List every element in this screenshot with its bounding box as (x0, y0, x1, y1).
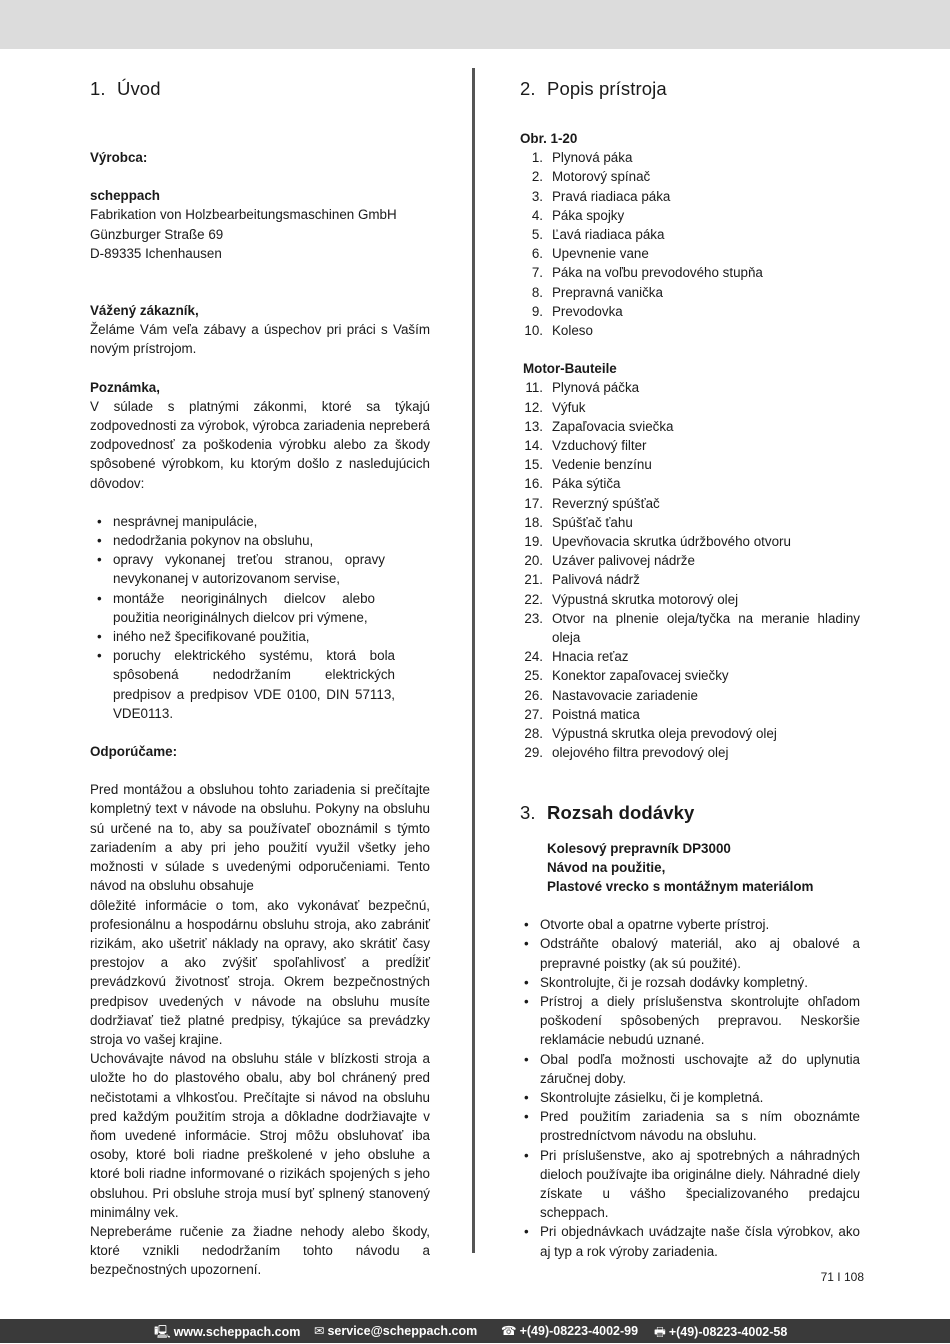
item-number: 4. (531, 207, 543, 223)
email-text: service@scheppach.com (327, 1324, 478, 1338)
list-item: • Skontrolujte zásielku, či je kompletná. (517, 1088, 860, 1107)
item-text: Vzduchový filter (552, 438, 647, 454)
list-item (520, 378, 860, 397)
list-item (520, 283, 860, 302)
parts-list (520, 148, 860, 340)
item-text: Plynová páčka (552, 380, 640, 396)
delivery-item: Návod na použitie, (547, 859, 666, 875)
item-text: Výfuk (552, 399, 586, 415)
item-text: Pravá riadiaca páka (552, 188, 671, 204)
fax-text: +(49)-08223-4002-58 (668, 1325, 788, 1339)
footer-phone (501, 1323, 638, 1338)
motor-parts-list (520, 378, 860, 762)
list-item (520, 666, 860, 685)
item-number: 15. (524, 457, 543, 473)
item-number: 3. (531, 188, 543, 204)
recommend-paragraph: dôležité informácie o tom, ako vykonávať bezpečnú, profesionálnu a hospodárnu obsluhu stroja, ako zabrániť rizikám, ako ušetriť náklady na opravy, ako skrátiť časy prestojov a ako zvýšiť spoľahlivosť a predĺžiť prevádzkovú životnosť stroja. Okrem bezpečnostných predpisov uvedených v návode na obsluhu musíte dodržiavať tiež platné predpisy, týkajúce sa prevádzky stroja vo vašej krajine. (90, 897, 430, 1047)
section-number: 1. (90, 78, 106, 99)
item-text: Výpustná skrutka oleja prevodový olej (552, 726, 777, 742)
item-number: 16. (524, 476, 543, 492)
list-item (520, 417, 860, 436)
list-item (520, 647, 860, 666)
item-number: 6. (531, 246, 543, 262)
item-number: 12. (524, 399, 543, 415)
list-item: • Pri objednávkach uvádzajte naše čísla výrobkov, ako aj typ a rok výroby zariadenia. (517, 1222, 860, 1260)
item-text: Spúšťač ťahu (552, 514, 633, 530)
right-column (520, 75, 860, 1261)
footer-email[interactable] (314, 1323, 477, 1338)
section-number: 3. (520, 801, 536, 823)
item-text: Prevodovka (552, 303, 623, 319)
list-item (520, 455, 860, 474)
item-text: Otvor na plnenie oleja/tyčka na meranie hladiny oleja (552, 610, 860, 646)
delivery-item: Plastové vrecko s montážnym materiálom (547, 878, 814, 894)
address-line: Fabrikation von Holzbearbeitungsmaschinen GmbH (90, 207, 397, 223)
item-text: Koleso (552, 323, 593, 339)
item-number: 29. (524, 745, 543, 761)
column-divider (472, 68, 475, 1253)
list-item (520, 148, 860, 167)
computer-icon: 🖳 (154, 1325, 171, 1339)
list-item: • opravy vykonanej treťou stranou, opravy nevykonanej v autorizovanom servise, (90, 550, 430, 588)
footer-bar (0, 1319, 950, 1343)
item-text: Ľavá riadiaca páka (552, 227, 665, 243)
item-number: 21. (524, 572, 543, 588)
item-number: 20. (524, 553, 543, 569)
list-item (520, 474, 860, 493)
list-item (520, 398, 860, 417)
address-line: D-89335 Ichenhausen (90, 245, 222, 261)
list-item (520, 705, 860, 724)
list-item (520, 321, 860, 340)
footer-website[interactable] (154, 1323, 300, 1344)
item-text: Páka sýtiča (552, 476, 621, 492)
delivery-item: Kolesový prepravník DP3000 (547, 840, 731, 856)
footer-fax (654, 1323, 787, 1344)
list-item (520, 686, 860, 705)
list-item: • Pri príslušenstve, ako aj spotrebných a náhradných dieloch používajte iba originálne diely. Náhradné diely získate u vášho špecializovaného predajcu scheppach. (517, 1146, 860, 1223)
item-text: Zapaľovacia sviečka (552, 418, 674, 434)
phone-icon: ☎ (501, 1324, 517, 1338)
item-text: Palivová nádrž (552, 572, 640, 588)
item-number: 7. (531, 265, 543, 281)
manufacturer-label: Výrobca: (90, 150, 148, 165)
item-text: Reverzný spúšťač (552, 495, 660, 511)
list-item (520, 570, 860, 589)
envelope-icon: ✉ (314, 1324, 325, 1338)
item-number: 17. (524, 495, 543, 511)
section-number: 2. (520, 78, 536, 99)
recommend-paragraph: Pred montážou a obsluhou tohto zariadenia si prečítajte kompletný text v návode na obsluhu. Pokyny na obsluhu sú určené na to, aby sa používateľ oboznámil s týmto zariadením a aby pri jeho použití využil všetky jeho možnosti v súlade s uvedenými odporučeniami. Tento návod na obsluhu obsahuje (90, 782, 430, 894)
item-number: 8. (531, 284, 543, 300)
item-number: 11. (525, 380, 543, 396)
figure-label: Obr. 1-20 (520, 131, 578, 146)
address-line: Günzburger Straße 69 (90, 226, 224, 242)
list-item (520, 590, 860, 609)
website-text: www.scheppach.com (173, 1325, 301, 1339)
section-title: Úvod (117, 78, 161, 99)
item-text: Uzáver palivovej nádrže (552, 553, 695, 569)
fax-icon: 🖶 (654, 1325, 666, 1339)
list-item: • Obal podľa možnosti uschovajte až do uplynutia záručnej doby. (517, 1050, 860, 1088)
item-text: Vedenie benzínu (552, 457, 652, 473)
list-item (520, 494, 860, 513)
item-text: Páka na voľbu prevodového stupňa (552, 265, 763, 281)
list-item: • poruchy elektrického systému, ktorá bola spôsobená nedodržaním elektrických predpisov a predpisov VDE 0100, DIN 57113, VDE0113. (90, 646, 430, 723)
list-item (520, 724, 860, 743)
item-number: 14. (524, 438, 543, 454)
item-text: Upevňovacia skrutka údržbového otvoru (552, 534, 791, 550)
list-item (520, 263, 860, 282)
greeting-title: Vážený zákazník, (90, 303, 199, 319)
list-item: • iného než špecifikované použitia, (90, 627, 430, 646)
list-item: • montáže neoriginálnych dielcov alebo použitia neoriginálnych dielcov pri výmene, (90, 589, 430, 627)
item-number: 26. (524, 687, 543, 703)
section-heading-delivery (520, 799, 860, 827)
item-text: olejového filtra prevodový olej (552, 745, 729, 761)
item-number: 24. (524, 649, 543, 665)
item-number: 27. (524, 706, 543, 722)
page-number: 71 I 108 (820, 1270, 864, 1284)
item-text: Výpustná skrutka motorový olej (552, 591, 739, 607)
item-text: Plynová páka (552, 150, 633, 166)
item-text: Páka spojky (552, 207, 625, 223)
list-item (520, 244, 860, 263)
delivery-contents (520, 839, 860, 897)
item-number: 5. (531, 227, 543, 243)
list-item (520, 532, 860, 551)
recommend-paragraph: Uchovávajte návod na obsluhu stále v blízkosti stroja a uložte ho do plastového obalu, aby bol chránený pred nečistotami a vlhkosťou. Prečítajte si návod na obsluhu pred každým použitím stroja a dôkladne dodržiavajte v ňom uvedené informácie. Stroj môžu obsluhovať iba osoby, ktoré boli riadne preškolené v jeho obsluhe a ktoré boli riadne informované o rizikách spojených s jeho obsluhou. Pri obsluhe stroja musí byť splnený stanovený minimálny vek. (90, 1051, 430, 1220)
list-item: • nedodržania pokynov na obsluhu, (90, 531, 430, 550)
item-number: 18. (524, 514, 543, 530)
list-item (520, 513, 860, 532)
list-item (520, 551, 860, 570)
item-number: 19. (524, 534, 543, 550)
item-number: 10. (524, 323, 543, 339)
list-item (520, 436, 860, 455)
item-number: 1. (531, 150, 543, 166)
list-item: • Skontrolujte, či je rozsah dodávky kompletný. (517, 973, 860, 992)
list-item (520, 167, 860, 186)
motor-parts-label: Motor-Bauteile (523, 361, 617, 377)
list-item (520, 225, 860, 244)
list-item: • Odstráňte obalový materiál, ako aj obalové a prepravné poistky (ak sú použité). (517, 934, 860, 972)
item-number: 23. (524, 610, 543, 626)
note-title: Poznámka, (90, 379, 160, 395)
section-title: Popis prístroja (547, 78, 667, 99)
header-band (0, 0, 950, 49)
recommend-title: Odporúčame: (90, 744, 178, 760)
item-text: Konektor zapaľovacej sviečky (552, 668, 729, 684)
item-number: 25. (524, 668, 543, 684)
greeting-text: Želáme Vám veľa zábavy a úspechov pri práci s Vaším novým prístrojom. (90, 322, 430, 357)
item-text: Poistná matica (552, 706, 640, 722)
item-text: Hnacia reťaz (552, 649, 629, 665)
recommend-paragraph: Nepreberáme ručenie za žiadne nehody alebo škody, ktoré vznikli nedodržaním tohto návodu a bezpečnostných upozornení. (90, 1223, 430, 1278)
item-text: Motorový spínač (552, 169, 651, 185)
list-item (520, 206, 860, 225)
item-text: Upevnenie vane (552, 246, 649, 262)
section-title: Rozsah dodávky (547, 801, 695, 823)
list-item: • Prístroj a diely príslušenstva skontrolujte ohľadom poškodení spôsobených prepravou. Neskoršie reklamácie nebudú uznané. (517, 992, 860, 1050)
list-item: • Pred použitím zariadenia sa s ním oboznámte prostredníctvom návodu na obsluhu. (517, 1107, 860, 1145)
item-number: 28. (524, 726, 543, 742)
section-heading-description (520, 75, 860, 103)
item-number: 2. (531, 169, 543, 185)
section-heading-intro (90, 75, 430, 103)
item-number: 22. (524, 591, 543, 607)
note-text: V súlade s platnými zákonmi, ktoré sa týkajú zodpovednosti za výrobok, výrobca zariadenia nepreberá zodpovednosť za poškodenia výrobku alebo za škody spôsobené výrobkom, ku ktorým došlo z nasledujúcich dôvodov: (90, 398, 430, 491)
list-item (520, 302, 860, 321)
list-item: • nesprávnej manipulácie, (90, 512, 430, 531)
item-number: 13. (524, 418, 543, 434)
list-item: • Otvorte obal a opatrne vyberte prístroj. (517, 915, 860, 934)
phone-text: +(49)-08223-4002-99 (519, 1324, 639, 1338)
liability-reasons-list (90, 512, 430, 723)
item-text: Prepravná vanička (552, 284, 663, 300)
item-number: 9. (531, 303, 543, 319)
list-item (520, 187, 860, 206)
unpacking-steps-list (517, 915, 860, 1261)
list-item (520, 743, 860, 762)
item-text: Nastavovacie zariadenie (552, 687, 698, 703)
company-name: scheppach (90, 188, 160, 204)
left-column (90, 75, 430, 1280)
list-item (520, 609, 860, 647)
